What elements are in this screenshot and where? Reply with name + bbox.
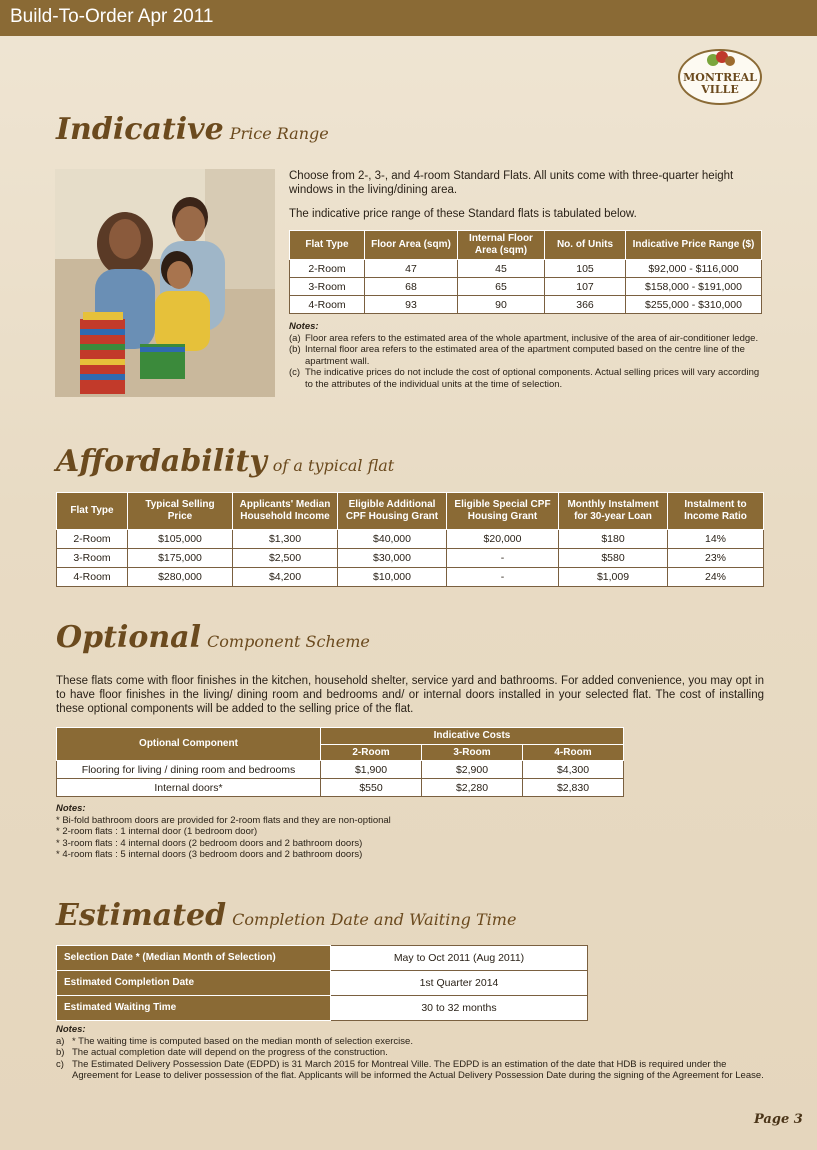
note-item: * 4-room flats : 5 internal doors (3 bedroom doors and 2 bathroom doors) [56, 849, 363, 860]
header-bar [0, 0, 817, 36]
table-cell: $4,300 [523, 761, 624, 779]
note-item [56, 1036, 764, 1048]
table-row [57, 568, 764, 587]
optional-notes [56, 803, 656, 861]
table-cell: $280,000 [128, 568, 233, 587]
price-notes [289, 321, 761, 390]
table-cell: May to Oct 2011 (Aug 2011) [331, 946, 588, 971]
table-cell: $4,200 [233, 568, 338, 587]
col-flat-type: Flat Type [290, 231, 365, 260]
logo-line2: VILLE [701, 83, 739, 96]
row-label: Selection Date * (Median Month of Selection) [57, 946, 331, 971]
note-item [56, 1047, 764, 1059]
col-special-grant: Eligible Special CPF Housing Grant [447, 493, 559, 530]
heading-sub: Completion Date and Waiting Time [232, 910, 517, 929]
heading-sub: Price Range [229, 124, 329, 143]
table-cell: 3-Room [290, 278, 365, 296]
note-item [289, 333, 761, 345]
section-heading-price-range [56, 112, 329, 147]
table-cell: $158,000 - $191,000 [626, 278, 762, 296]
table-row [57, 761, 624, 779]
note-text: Floor area refers to the estimated area of the whole apartment, inclusive of the area of air-conditioner ledge. [305, 332, 759, 344]
heading-sub: Component Scheme [207, 632, 370, 651]
note-text: Internal floor area refers to the estimated area of the apartment computed based on the centre line of the apartment wall. [305, 344, 745, 367]
table-row [57, 996, 588, 1021]
col-indicative-costs: Indicative Costs [321, 728, 624, 745]
heading-main: Affordability [56, 444, 267, 479]
note-text: The indicative prices do not include the cost of optional components. Actual selling prices will vary according to the attributes of the individual units at the time of selection. [305, 367, 760, 390]
table-cell: $550 [321, 779, 422, 797]
table-header-row [290, 231, 762, 260]
table-cell: Internal doors* [57, 779, 321, 797]
completion-notes [56, 1024, 764, 1082]
table-cell: $175,000 [128, 549, 233, 568]
table-cell: 90 [458, 296, 545, 314]
table-cell: $255,000 - $310,000 [626, 296, 762, 314]
col-median-income: Applicants' Median Household Income [233, 493, 338, 530]
row-label: Estimated Completion Date [57, 971, 331, 996]
col-optional-component: Optional Component [57, 728, 321, 761]
col-selling-price: Typical Selling Price [128, 493, 233, 530]
table-cell: 24% [668, 568, 764, 587]
optional-paragraph: These flats come with floor finishes in the kitchen, household shelter, service yard and bathrooms. For added convenience, you may opt in to have floor finishes in the living/ dining room and bedrooms and/ or internal doors installed in your selected flat. The cost of installing these optional components will be added to the selling price of the flat. [56, 675, 764, 715]
table-cell: 47 [365, 260, 458, 278]
note-item: * Bi-fold bathroom doors are provided for 2-room flats and they are non-optional [56, 814, 391, 826]
table-cell: 107 [545, 278, 626, 296]
table-row [290, 278, 762, 296]
heading-main: Estimated [56, 898, 227, 933]
table-cell: 45 [458, 260, 545, 278]
table-row [57, 971, 588, 996]
table-header-row [57, 728, 624, 745]
table-cell: $1,009 [559, 568, 668, 587]
note-item [289, 344, 761, 367]
table-cell: $2,280 [422, 779, 523, 797]
col-4-room: 4-Room [523, 745, 624, 761]
table-cell: $10,000 [338, 568, 447, 587]
table-header-row [57, 493, 764, 530]
col-2-room: 2-Room [321, 745, 422, 761]
table-cell: 4-Room [57, 568, 128, 587]
table-cell: 105 [545, 260, 626, 278]
table-cell: 14% [668, 530, 764, 549]
table-cell: Flooring for living / dining room and bedrooms [57, 761, 321, 779]
montreal-ville-logo [677, 47, 763, 107]
table-cell: 1st Quarter 2014 [331, 971, 588, 996]
note-item [289, 367, 761, 390]
table-cell: 4-Room [290, 296, 365, 314]
note-label: (a) [289, 332, 301, 344]
table-cell: 2-Room [57, 530, 128, 549]
col-internal-area: Internal Floor Area (sqm) [458, 231, 545, 260]
table-cell: $180 [559, 530, 668, 549]
table-cell: 366 [545, 296, 626, 314]
table-cell: $2,900 [422, 761, 523, 779]
col-additional-grant: Eligible Additional CPF Housing Grant [338, 493, 447, 530]
heading-main: Indicative [56, 112, 224, 147]
table-cell: 65 [458, 278, 545, 296]
completion-table [56, 945, 588, 1021]
table-row [290, 296, 762, 314]
table-cell: $1,900 [321, 761, 422, 779]
row-label: Estimated Waiting Time [57, 996, 331, 1021]
page-number: Page 3 [754, 1112, 803, 1127]
note-item: * 3-room flats : 4 internal doors (2 bedroom doors and 2 bathroom doors) [56, 837, 363, 849]
section-heading-completion [56, 898, 516, 933]
notes-heading: Notes: [56, 803, 86, 814]
table-row [57, 530, 764, 549]
document-title: Build-To-Order Apr 2011 [10, 6, 214, 27]
note-item [56, 1059, 764, 1082]
table-cell: 23% [668, 549, 764, 568]
table-cell: $40,000 [338, 530, 447, 549]
col-floor-area: Floor Area (sqm) [365, 231, 458, 260]
note-item: * 2-room flats : 1 internal door (1 bedroom door) [56, 826, 258, 837]
note-label: a) [56, 1035, 65, 1047]
table-row [57, 946, 588, 971]
table-cell: 3-Room [57, 549, 128, 568]
note-text: The actual completion date will depend on the progress of the construction. [72, 1047, 388, 1058]
section-heading-affordability [56, 444, 394, 479]
table-cell: 2-Room [290, 260, 365, 278]
col-monthly-instalment: Monthly Instalment for 30-year Loan [559, 493, 668, 530]
col-price-range: Indicative Price Range ($) [626, 231, 762, 260]
table-cell: $1,300 [233, 530, 338, 549]
optional-component-table [56, 727, 624, 797]
intro-paragraph-2: The indicative price range of these Standard flats is tabulated below. [289, 208, 637, 220]
table-row [290, 260, 762, 278]
col-instalment-ratio: Instalment to Income Ratio [668, 493, 764, 530]
table-cell: $105,000 [128, 530, 233, 549]
note-label: b) [56, 1047, 65, 1058]
notes-heading: Notes: [289, 321, 319, 332]
intro-paragraph: Choose from 2-, 3-, and 4-room Standard Flats. All units come with three-quarter height windows in the living/dining area. [289, 170, 734, 196]
table-cell: $580 [559, 549, 668, 568]
logo-line1: MONTREAL [683, 71, 757, 84]
table-row [57, 549, 764, 568]
table-cell: $92,000 - $116,000 [626, 260, 762, 278]
table-row [57, 779, 624, 797]
note-label: (c) [289, 367, 301, 378]
table-cell: $2,500 [233, 549, 338, 568]
heading-sub: of a typical flat [272, 456, 395, 475]
col-flat-type: Flat Type [57, 493, 128, 530]
affordability-table [56, 492, 764, 587]
family-photo [55, 169, 275, 397]
table-cell: 30 to 32 months [331, 996, 588, 1021]
table-cell: 68 [365, 278, 458, 296]
notes-heading: Notes: [56, 1024, 86, 1035]
heading-main: Optional [56, 620, 202, 655]
note-text: * The waiting time is computed based on the median month of selection exercise. [72, 1035, 413, 1047]
table-cell: $30,000 [338, 549, 447, 568]
col-3-room: 3-Room [422, 745, 523, 761]
table-cell: - [447, 568, 559, 587]
note-label: (b) [289, 344, 301, 355]
table-cell: $2,830 [523, 779, 624, 797]
table-cell: $20,000 [447, 530, 559, 549]
col-units: No. of Units [545, 231, 626, 260]
price-range-table [289, 230, 762, 314]
note-text: The Estimated Delivery Possession Date (EDPD) is 31 March 2015 for Montreal Ville. The EDPD is an estimation of the date that HDB is required under the Agreement for Lease to deliver possession of the flat. Applicants will be informed the Actual Delivery Possession Date during the signing of the Agreement for Lease. [72, 1058, 764, 1081]
section-heading-optional-components [56, 620, 370, 655]
table-cell: - [447, 549, 559, 568]
note-label: c) [56, 1058, 64, 1070]
table-cell: 93 [365, 296, 458, 314]
